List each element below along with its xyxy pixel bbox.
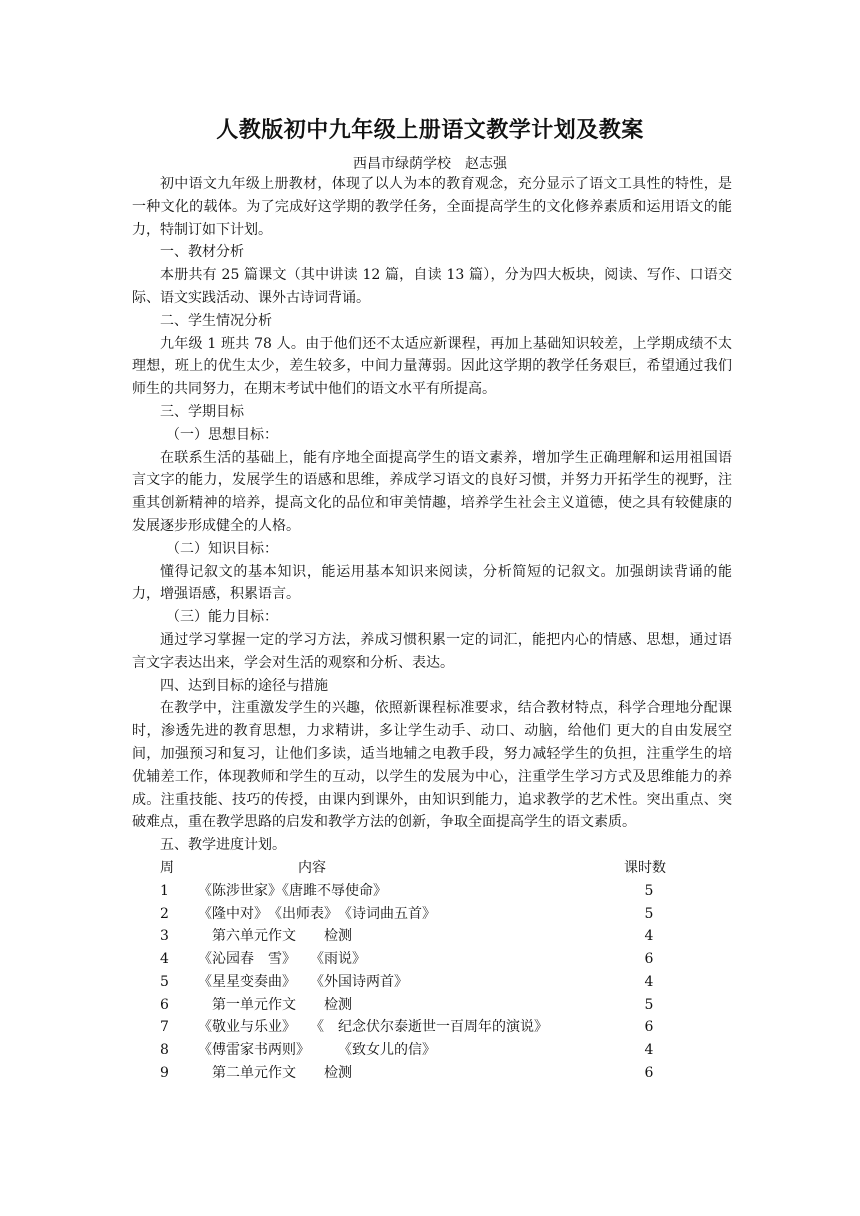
row-week: 7 (160, 1019, 169, 1036)
row-week: 2 (160, 905, 169, 922)
row-content: 第二单元作文 检测 (198, 1065, 352, 1082)
table-row (132, 1062, 732, 1085)
row-content: 第一单元作文 检测 (198, 996, 352, 1013)
row-hours: 4 (644, 973, 654, 990)
row-week: 9 (160, 1065, 169, 1082)
row-content: 《隆中对》 《出师表》 《诗词曲五首》 (198, 905, 436, 922)
goal-heading-ability: （三）能力目标： (166, 609, 278, 626)
table-row (132, 971, 732, 994)
section-heading-schedule: 五、教学进度计划。 (160, 837, 286, 854)
goal-heading-ideology: （一）思想目标： (166, 426, 278, 443)
header-hours: 课时数 (624, 859, 666, 876)
row-week: 5 (160, 973, 169, 990)
row-hours: 6 (644, 1065, 654, 1082)
row-week: 4 (160, 951, 169, 968)
row-hours: 5 (644, 882, 654, 899)
row-hours: 4 (644, 1042, 654, 1059)
row-content: 《敬业与乐业》 《 纪念伏尔泰逝世一百周年的演说》 (198, 1019, 548, 1036)
row-week: 8 (160, 1042, 169, 1059)
table-row (132, 880, 732, 903)
row-hours: 5 (644, 996, 654, 1013)
section-heading-goals: 三、学期目标 (160, 403, 244, 420)
document-body (132, 173, 732, 1085)
section-text-students: 九年级 1 班共 78 人。由于他们还不太适应新课程，再加上基础知识较差，上学期成绩不太理想，班上的优生太少，差生较多，中间力量薄弱。因此这学期的教学任务艰巨，希望通过我们师生的共同努力，在期末考试中他们的语文水平有所提高。 (132, 335, 732, 398)
table-row (132, 925, 732, 948)
document-title: 人教版初中九年级上册语文教学计划及教案 (216, 117, 644, 143)
header-content: 内容 (298, 859, 326, 876)
row-content: 第六单元作文 检测 (198, 928, 352, 945)
row-week: 1 (160, 882, 169, 899)
row-week: 3 (160, 928, 169, 945)
row-hours: 5 (644, 905, 654, 922)
goal-text-ideology: 在联系生活的基础上，能有序地全面提高学生的语文素养，增加学生正确理解和运用祖国语言文字的能力，发展学生的语感和思维，养成学习语文的良好习惯，并努力开拓学生的视野，注重其创新精神的培养，提高文化的品位和审美情趣，培养学生社会主义道德，使之具有较健康的发展逐步形成健全的人格。 (132, 449, 732, 534)
row-content: 《陈涉世家》《唐雎不辱使命》 (198, 882, 387, 899)
section-heading-measures: 四、达到目标的途径与措施 (160, 677, 328, 694)
row-hours: 6 (644, 1019, 654, 1036)
row-hours: 6 (644, 951, 654, 968)
row-content: 《沁园春 雪》 《雨说》 (198, 951, 366, 968)
intro-paragraph: 初中语文九年级上册教材，体现了以人为本的教育观念，充分显示了语文工具性的特性，是一种文化的载体。为了完成好这学期的教学任务，全面提高学生的文化修养素质和运用语文的能力，特制订如下计划。 (132, 176, 732, 238)
section-text-measures: 在教学中，注重激发学生的兴趣，依照新课程标准要求，结合教材特点，科学合理地分配课时，渗透先进的教育思想，力求精讲，多让学生动手、动口、动脑，给他们 更大的自由发展空间，加强预习和复习，让他们多读，适当地辅之电教手段，努力减轻学生的负担，注重学生的培优辅差工作，体现教师和学生的互动，以学生的发展为中心，注重学生学习方式及思维能力的养成。注重技能、技巧的传授，由课内到课外，由知识到能力，追求教学的艺术性。突出重点、突破难点，重在教学思路的启发和教学方法的创新，争取全面提高学生的语文素质。 (132, 700, 732, 831)
header-week: 周 (160, 859, 174, 876)
row-content: 《星星变奏曲》 《外国诗两首》 (198, 973, 408, 990)
goal-heading-knowledge: （二）知识目标： (166, 540, 278, 557)
table-row (132, 903, 732, 926)
table-row (132, 1039, 732, 1062)
row-content: 《傅雷家书两则》 《致女儿的信》 (198, 1042, 436, 1059)
schedule-header-row (132, 857, 732, 880)
section-text-textbook: 本册共有 25 篇课文（其中讲读 12 篇，自读 13 篇），分为四大板块，阅读、写作、口语交际、语文实践活动、课外古诗词背诵。 (132, 267, 732, 306)
row-hours: 4 (644, 928, 654, 945)
table-row (132, 1016, 732, 1039)
table-row (132, 948, 732, 971)
goal-text-ability: 通过学习掌握一定的学习方法，养成习惯积累一定的词汇，能把内心的情感、思想，通过语言文字表达出来，学会对生活的观察和分析、表达。 (132, 631, 732, 671)
row-week: 6 (160, 996, 169, 1013)
table-row (132, 994, 732, 1017)
section-heading-students: 二、学生情况分析 (160, 312, 272, 329)
goal-text-knowledge: 懂得记叙文的基本知识，能运用基本知识来阅读，分析简短的记叙文。加强朗读背诵的能力，增强语感，积累语言。 (132, 563, 732, 603)
section-heading-textbook: 一、教材分析 (160, 244, 244, 261)
author-line: 西昌市绿荫学校 赵志强 (353, 156, 507, 172)
schedule-table (132, 857, 732, 1085)
